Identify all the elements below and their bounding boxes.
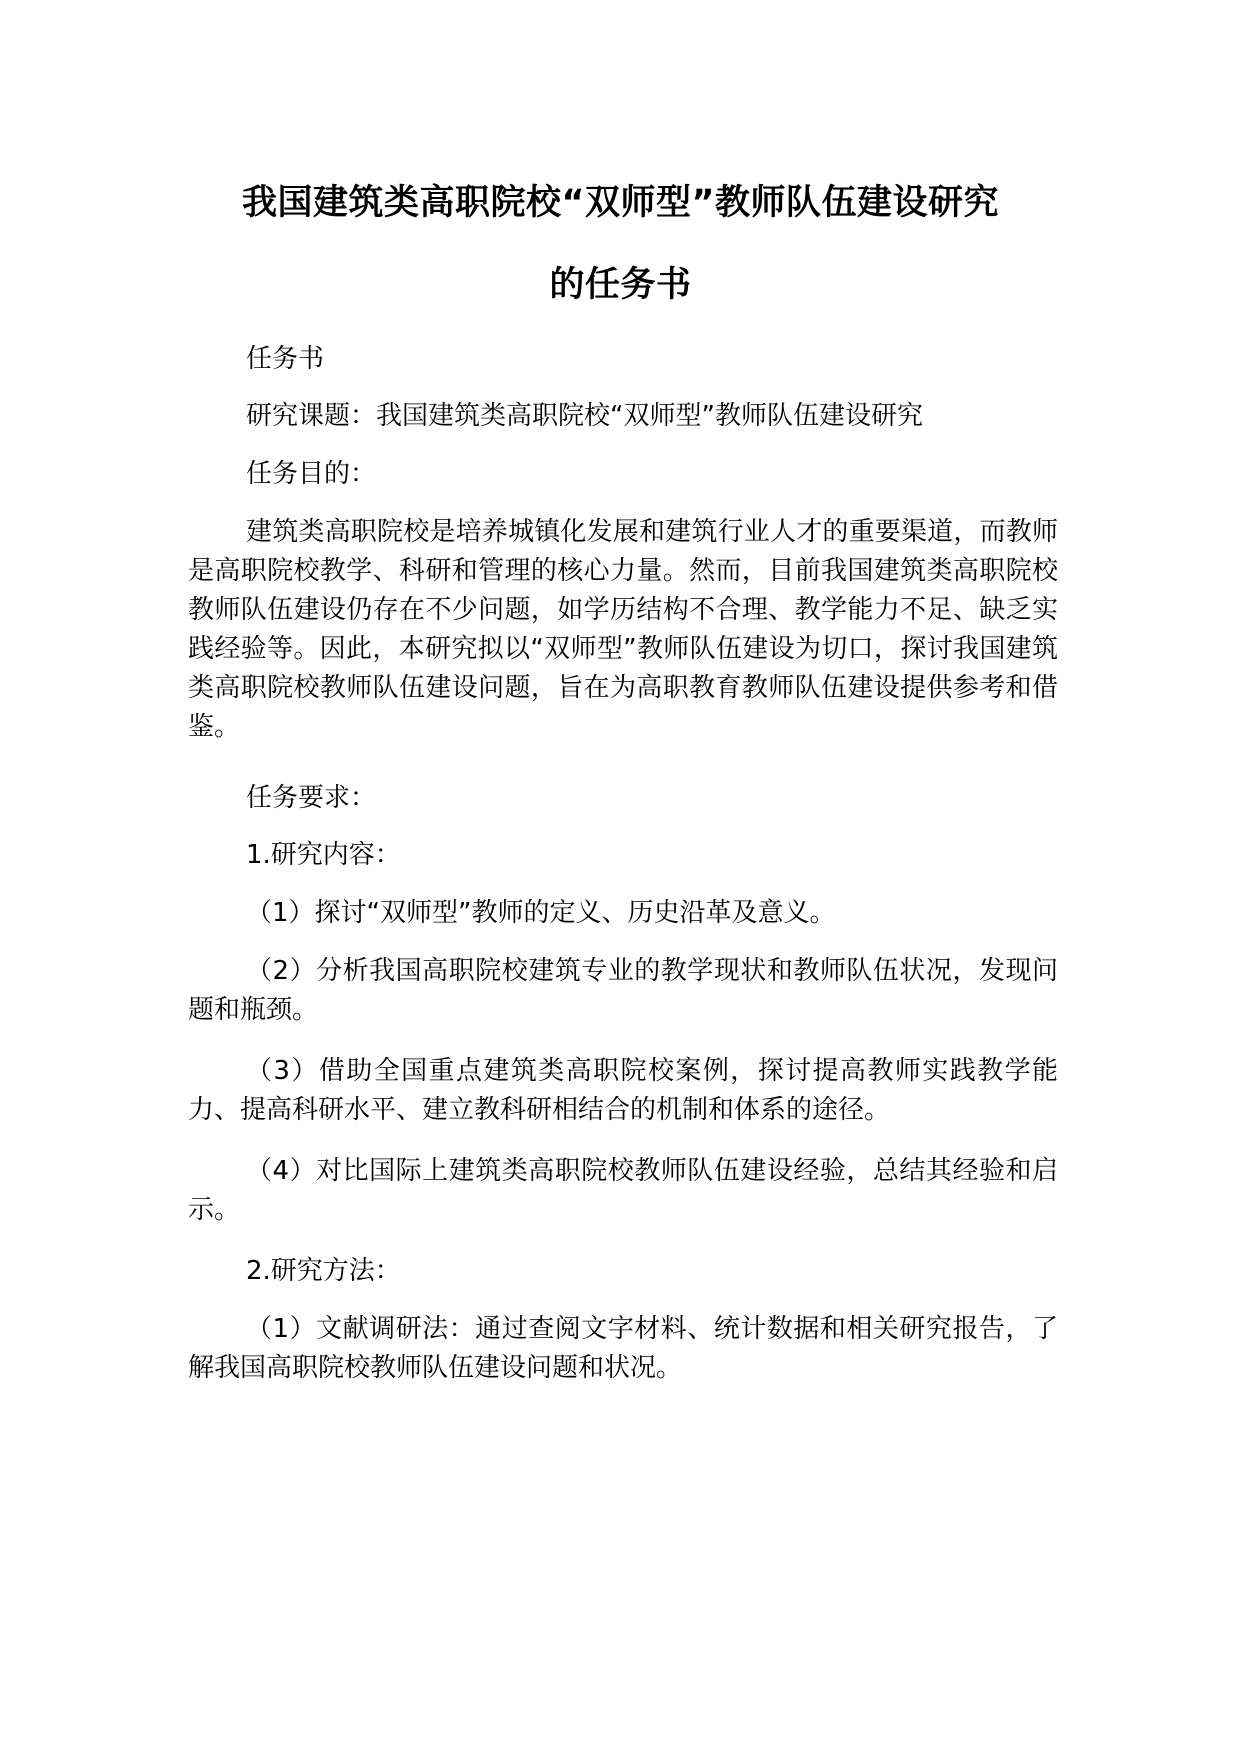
research-topic: 研究课题：我国建筑类高职院校“双师型”教师队伍建设研究 [246,401,923,431]
section-heading-purpose: 任务目的： [246,459,377,489]
subheading-research-content: 1.研究内容： [246,840,401,870]
content-item-3: （3）借助全国重点建筑类高职院校案例，探讨提高教师实践教学能力、提高科研水平、建立教科研相结合的机制和体系的途径。 [188,1056,1058,1125]
method-item-1: （1）文献调研法：通过查阅文字材料、统计数据和相关研究报告，了解我国高职院校教师队伍建设问题和状况。 [188,1314,1058,1383]
content-item-2: （2）分析我国高职院校建筑专业的教学现状和教师队伍状况，发现问题和瓶颈。 [188,956,1058,1025]
purpose-paragraph: 建筑类高职院校是培养城镇化发展和建筑行业人才的重要渠道，而教师是高职院校教学、科研和管理的核心力量。然而，目前我国建筑类高职院校教师队伍建设仍存在不少问题，如学历结构不合理、教学能力不足、缺乏实践经验等。因此，本研究拟以“双师型”教师队伍建设为切口，探讨我国建筑类高职院校教师队伍建设问题，旨在为高职教育教师队伍建设提供参考和借鉴。 [188,517,1058,742]
document-title-line-1: 我国建筑类高职院校“双师型”教师队伍建设研究 [241,183,999,223]
content-item-4: （4）对比国际上建筑类高职院校教师队伍建设经验，总结其经验和启示。 [188,1156,1058,1225]
section-heading-requirements: 任务要求： [246,783,377,813]
document-title-line-2: 的任务书 [549,265,692,305]
section-heading-task-book: 任务书 [246,344,325,374]
content-item-1: （1）探讨“双师型”教师的定义、历史沿革及意义。 [246,898,836,928]
subheading-research-methods: 2.研究方法： [246,1256,401,1286]
